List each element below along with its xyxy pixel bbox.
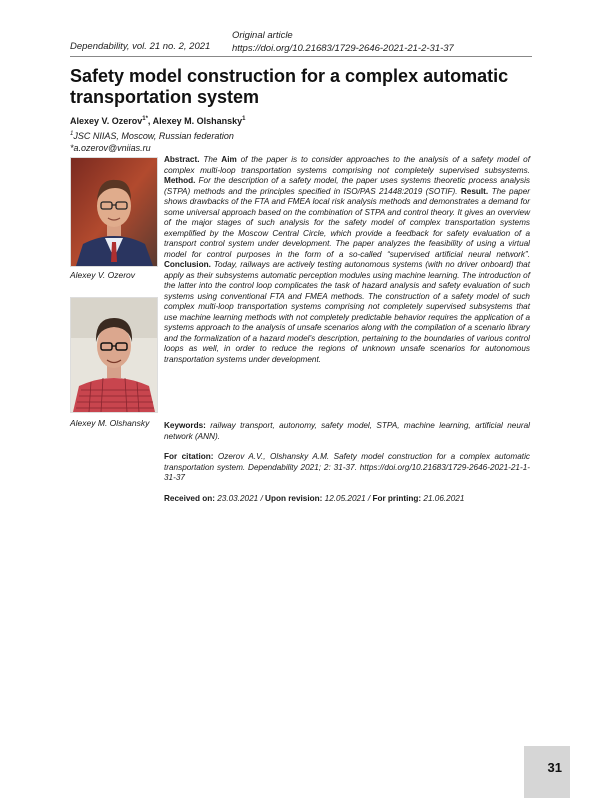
page-number: 31 [547, 760, 562, 775]
method-text: For the description of a safety model, the paper uses systems theoretic process analysis (STPA) methods and the principles specified in ISO/PAS 21448:2019 (SOTIF). [164, 176, 530, 196]
keywords-label: Keywords: [164, 421, 206, 430]
portrait-2-image [71, 298, 157, 412]
abstract-label: Abstract. [164, 155, 200, 164]
conclusion-text: Today, railways are actively testing autonomous systems (with no driver onboard) that apply as their subsystems automatic perception modules using machine learning. The introduction of the latter into the control loop complicates the task of hazard analysis and safety evaluation of such systems using conventional FTA and FMEA methods. The construction of a safety model of such complex multi-loop transportation systems comprising not completely supervised subsystems that use machine learning methods with not completely predictable behavior requires the application of a systems approach to the analysis of unsafe scenarios along with the compilation of a scenario library and the formalization of a hazard model’s description, pertaining to the boundaries of various control loops as well, in order to reduce the regions of unknown unsafe scenarios for autonomous transportation systems under development. [164, 260, 530, 364]
corresponding-mark: * [145, 116, 148, 122]
author-photo-1 [70, 157, 158, 267]
aim-label: Aim [221, 155, 237, 164]
author-1-affil: 1 [142, 116, 146, 122]
journal-issue: Dependability, vol. 21 no. 2, 2021 [70, 41, 211, 52]
author-line [70, 116, 245, 126]
author-separator: , [147, 116, 153, 126]
aim-text: of the paper is to consider approaches to the analysis of a safety model of complex multi-loop transportation systems comprising not completely supervised subsystems. [164, 155, 530, 175]
method-label: Method. [164, 176, 196, 185]
page-title: Safety model construction for a complex automatic transportation system [70, 66, 509, 107]
author-email[interactable]: *a.ozerov@vniias.ru [70, 143, 151, 153]
result-label: Result. [460, 186, 489, 196]
received-date: 23.03.2021 / [214, 494, 266, 503]
photo-caption-1: Alexey V. Ozerov [70, 270, 136, 280]
citation [164, 452, 530, 484]
printing-date: 21.06.2021 [421, 494, 465, 503]
affiliation [70, 128, 234, 154]
conclusion-label: Conclusion. [164, 260, 211, 269]
received-label: Received on: [164, 494, 215, 503]
article-type: Original article [232, 30, 293, 41]
result-text: The paper shows drawbacks of the FTA and FMEA local risk analysis methods and demonstrates a demand for some universal approach based on the combination of STPA and control theory. It gives an overview of the major stages of such analysis for the safety model of complex transportation systems exemplified by the Moscow Central Circle, which provide a feedback for safety evaluation of a transport control system under development. The paper analyzes the feasibility of using a virtual model for control purposes in the form of a so-called “supervised artificial neural network”. [164, 186, 530, 259]
author-2-affil: 1 [242, 116, 246, 122]
doi-link[interactable]: https://doi.org/10.21683/1729-2646-2021-21-2-31-37 [232, 43, 454, 54]
article-dates [164, 494, 530, 505]
keywords-text: railway transport, autonomy, safety model, STPA, machine learning, artificial neural network (ANN). [164, 421, 530, 441]
abstract-aim-pre: The [203, 155, 222, 164]
author-1: Alexey V. Ozerov [70, 116, 143, 126]
header-divider [70, 56, 532, 57]
printing-label: For printing: [372, 494, 422, 503]
revision-label: Upon revision: [265, 494, 323, 503]
abstract-block [164, 155, 530, 365]
affil-sup: 1 [70, 131, 74, 137]
revision-date: 12.05.2021 / [322, 494, 373, 503]
photo-caption-2: Alexey M. Olshansky [70, 418, 150, 428]
keywords [164, 421, 530, 442]
portrait-1-image [71, 158, 157, 266]
author-2: Alexey M. Olshansky [152, 116, 243, 126]
affil-org: JSC NIIAS, Moscow, Russian federation [73, 131, 234, 141]
citation-label: For citation: [164, 452, 214, 461]
author-photo-2 [70, 297, 158, 413]
citation-text: Ozerov A.V., Olshansky A.M. Safety model construction for a complex automatic transportation system. Dependability 2021; 2: 31-37. https://doi.org/10.21683/1729-2646-2021-21-1-31-37 [164, 452, 530, 482]
article-meta [232, 29, 454, 55]
